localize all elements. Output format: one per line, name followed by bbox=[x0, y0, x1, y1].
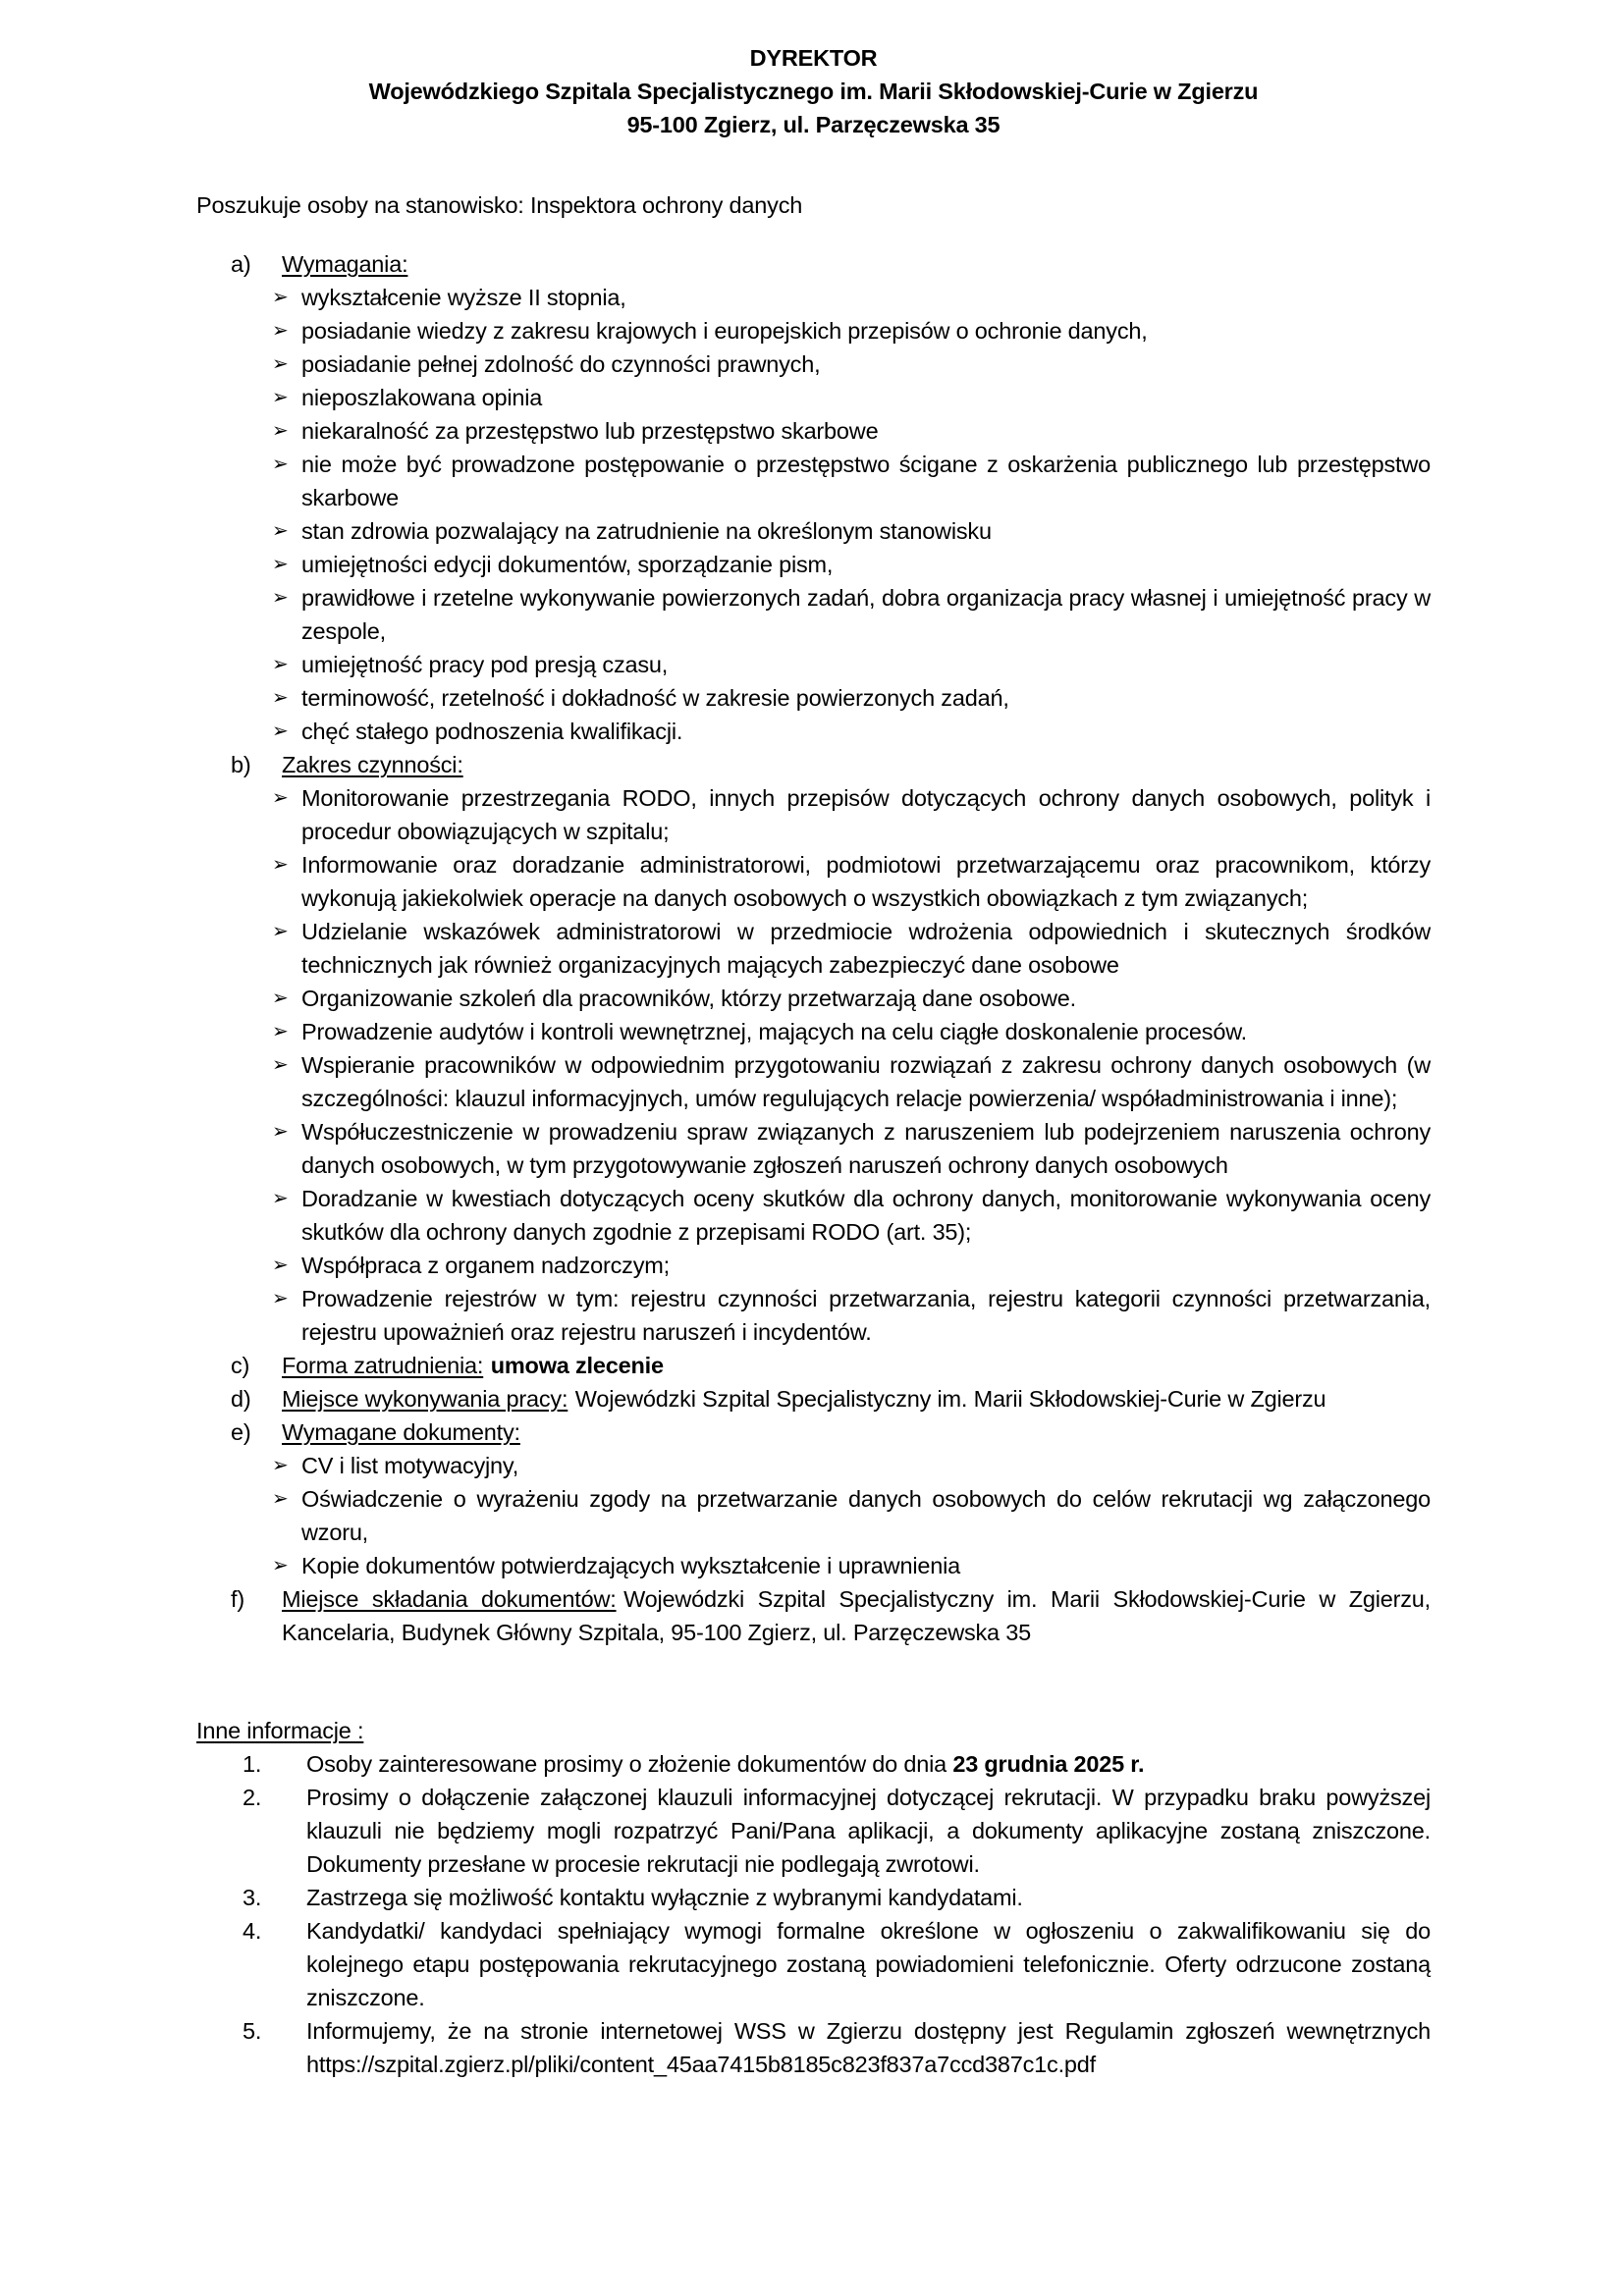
arrow-bullet-icon: ➢ bbox=[272, 320, 289, 342]
requirement-text: umiejętność pracy pod presją czasu, bbox=[301, 652, 669, 677]
requirement-text: stan zdrowia pozwalający na zatrudnienie na określonym stanowisku bbox=[301, 518, 992, 544]
section-a-heading-row bbox=[196, 247, 1431, 281]
submission-place-value: Wojewódzki Szpital Specjalistyczny im. Marii Skłodowskiej-Curie w Zgierzu, Kancelaria, Budynek Główny Szpitala, 95-100 Zgierz, ul. Parzęczewska 35 bbox=[282, 1586, 1431, 1645]
section-f-row bbox=[196, 1582, 1431, 1649]
section-f-heading: Miejsce składania dokumentów: bbox=[282, 1586, 617, 1612]
info-item-number: 2. bbox=[243, 1785, 262, 1810]
arrow-bullet-icon: ➢ bbox=[272, 787, 289, 809]
info-item-number: 3. bbox=[243, 1885, 262, 1910]
arrow-bullet-icon: ➢ bbox=[272, 420, 289, 442]
document-text: Kopie dokumentów potwierdzających wykształcenie i uprawnienia bbox=[301, 1553, 960, 1578]
section-c-marker: c) bbox=[231, 1353, 250, 1378]
info-item-text: Zastrzega się możliwość kontaktu wyłącznie z wybranymi kandydatami. bbox=[306, 1885, 1023, 1910]
document-item bbox=[196, 1482, 1431, 1549]
arrow-bullet-icon: ➢ bbox=[272, 287, 289, 308]
requirement-text: posiadanie wiedzy z zakresu krajowych i europejskich przepisów o ochronie danych, bbox=[301, 318, 1148, 344]
duty-text: Współpraca z organem nadzorczym; bbox=[301, 1253, 670, 1278]
requirement-text: wykształcenie wyższe II stopnia, bbox=[301, 285, 626, 310]
duty-text: Monitorowanie przestrzegania RODO, innych przepisów dotyczących ochrony danych osobowych, polityk i procedur obowiązujących w szpitalu; bbox=[301, 785, 1431, 844]
workplace-value: Wojewódzki Szpital Specjalistyczny im. Marii Skłodowskiej-Curie w Zgierzu bbox=[574, 1386, 1326, 1412]
arrow-bullet-icon: ➢ bbox=[272, 454, 289, 475]
arrow-bullet-icon: ➢ bbox=[272, 854, 289, 876]
duty-item bbox=[196, 915, 1431, 982]
requirement-item bbox=[196, 448, 1431, 514]
arrow-bullet-icon: ➢ bbox=[272, 1555, 289, 1576]
info-item bbox=[196, 1781, 1431, 1881]
arrow-bullet-icon: ➢ bbox=[272, 721, 289, 742]
header-address: 95-100 Zgierz, ul. Parzęczewska 35 bbox=[626, 112, 1001, 137]
duty-item bbox=[196, 1048, 1431, 1115]
duty-text: Informowanie oraz doradzanie administratorowi, podmiotowi przetwarzającemu oraz pracownikom, którzy wykonują jakiekolwiek operacje na danych osobowych o wszystkich obowiązkach z tym związanych; bbox=[301, 852, 1431, 911]
duty-item bbox=[196, 982, 1431, 1015]
requirement-text: umiejętności edycji dokumentów, sporządzanie pism, bbox=[301, 552, 834, 577]
section-c-row bbox=[196, 1349, 1431, 1382]
intro-line: Poszukuje osoby na stanowisko: Inspektora ochrony danych bbox=[196, 192, 803, 218]
header-organization: Wojewódzkiego Szpitala Specjalistycznego im. Marii Skłodowskiej-Curie w Zgierzu bbox=[368, 79, 1259, 104]
info-item-text: Prosimy o dołączenie załączonej klauzuli informacyjnej dotyczącej rekrutacji. W przypadku braku powyższej klauzuli nie będziemy mogli rozpatrzyć Pani/Pana aplikacji, a dokumenty aplikacyjne zostaną zniszczone. Dokumenty przesłane w procesie rekrutacji nie podlegają zwrotowi. bbox=[306, 1785, 1431, 1877]
info-item-text bbox=[306, 1747, 1431, 1781]
arrow-bullet-icon: ➢ bbox=[272, 1455, 289, 1476]
duty-text: Udzielanie wskazówek administratorowi w przedmiocie wdrożenia odpowiednich i skutecznych środków technicznych jak również organizacyjnych mających zabezpieczyć dane osobowe bbox=[301, 919, 1431, 978]
arrow-bullet-icon: ➢ bbox=[272, 687, 289, 709]
requirement-item bbox=[196, 715, 1431, 748]
arrow-bullet-icon: ➢ bbox=[272, 1054, 289, 1076]
duty-text: Doradzanie w kwestiach dotyczących oceny skutków dla ochrony danych, monitorowanie wykonywania oceny skutków dla ochrony danych zgodnie z przepisami RODO (art. 35); bbox=[301, 1186, 1431, 1245]
duty-text: Organizowanie szkoleń dla pracowników, którzy przetwarzają dane osobowe. bbox=[301, 986, 1076, 1011]
info-item-text-prefix: Osoby zainteresowane prosimy o złożenie dokumentów do dnia bbox=[306, 1751, 953, 1777]
duty-item bbox=[196, 1115, 1431, 1182]
requirement-item bbox=[196, 514, 1431, 548]
info-item bbox=[196, 2014, 1431, 2081]
requirement-text: chęć stałego podnoszenia kwalifikacji. bbox=[301, 719, 683, 744]
info-item-number: 5. bbox=[243, 2018, 262, 2044]
info-item-number: 4. bbox=[243, 1918, 262, 1944]
info-item bbox=[196, 1881, 1431, 1914]
arrow-bullet-icon: ➢ bbox=[272, 921, 289, 942]
requirement-item bbox=[196, 347, 1431, 381]
requirement-item bbox=[196, 548, 1431, 581]
requirement-item bbox=[196, 414, 1431, 448]
document-text: Oświadczenie o wyrażeniu zgody na przetwarzanie danych osobowych do celów rekrutacji wg załączonego wzoru, bbox=[301, 1486, 1431, 1545]
info-item-text: Kandydatki/ kandydaci spełniający wymogi formalne określone w ogłoszeniu o zakwalifikowaniu się do kolejnego etapu postępowania rekrutacyjnego zostaną powiadomieni telefonicznie. Oferty odrzucone zostaną zniszczone. bbox=[306, 1918, 1431, 2010]
other-info-heading: Inne informacje : bbox=[196, 1718, 364, 1743]
requirement-item bbox=[196, 381, 1431, 414]
employment-form-value: umowa zlecenie bbox=[490, 1353, 664, 1378]
duty-text: Prowadzenie audytów i kontroli wewnętrznej, mających na celu ciągłe doskonalenie procesów. bbox=[301, 1019, 1248, 1044]
arrow-bullet-icon: ➢ bbox=[272, 554, 289, 575]
section-b-marker: b) bbox=[231, 752, 251, 777]
info-item-text: Informujemy, że na stronie internetowej WSS w Zgierzu dostępny jest Regulamin zgłoszeń wewnętrznych https://szpital.zgierz.pl/pliki/content_45aa7415b8185c823f837a7ccd387c1c.pdf bbox=[306, 2018, 1431, 2077]
arrow-bullet-icon: ➢ bbox=[272, 1488, 289, 1510]
requirement-text: posiadanie pełnej zdolność do czynności prawnych, bbox=[301, 351, 821, 377]
other-info-heading-row bbox=[196, 1714, 1431, 1747]
info-item-number: 1. bbox=[243, 1751, 262, 1777]
section-d-row bbox=[196, 1382, 1431, 1415]
duty-item bbox=[196, 1282, 1431, 1349]
duty-text: Prowadzenie rejestrów w tym: rejestru czynności przetwarzania, rejestru kategorii czynności przetwarzania, rejestru upoważnień oraz rejestru naruszeń i incydentów. bbox=[301, 1286, 1431, 1345]
duty-item bbox=[196, 1182, 1431, 1249]
section-e-heading-row bbox=[196, 1415, 1431, 1449]
arrow-bullet-icon: ➢ bbox=[272, 387, 289, 408]
arrow-bullet-icon: ➢ bbox=[272, 353, 289, 375]
section-a-marker: a) bbox=[231, 251, 251, 277]
section-a-heading: Wymagania: bbox=[282, 251, 408, 277]
arrow-bullet-icon: ➢ bbox=[272, 1255, 289, 1276]
arrow-bullet-icon: ➢ bbox=[272, 654, 289, 675]
document-header bbox=[196, 41, 1431, 141]
arrow-bullet-icon: ➢ bbox=[272, 1121, 289, 1143]
arrow-bullet-icon: ➢ bbox=[272, 520, 289, 542]
requirement-item bbox=[196, 314, 1431, 347]
duty-item bbox=[196, 1249, 1431, 1282]
requirement-item bbox=[196, 281, 1431, 314]
arrow-bullet-icon: ➢ bbox=[272, 587, 289, 609]
arrow-bullet-icon: ➢ bbox=[272, 1021, 289, 1042]
section-d-heading: Miejsce wykonywania pracy: bbox=[282, 1386, 568, 1412]
requirement-item bbox=[196, 681, 1431, 715]
arrow-bullet-icon: ➢ bbox=[272, 1188, 289, 1209]
deadline-date: 23 grudnia 2025 r. bbox=[952, 1751, 1145, 1777]
duty-item bbox=[196, 781, 1431, 848]
section-e-heading: Wymagane dokumenty: bbox=[282, 1419, 520, 1445]
requirement-text: prawidłowe i rzetelne wykonywanie powierzonych zadań, dobra organizacja pracy własnej i umiejętność pracy w zespole, bbox=[301, 585, 1431, 644]
requirement-text: nie może być prowadzone postępowanie o przestępstwo ścigane z oskarżenia publicznego lub przestępstwo skarbowe bbox=[301, 452, 1431, 510]
requirement-item bbox=[196, 648, 1431, 681]
section-c-heading: Forma zatrudnienia: bbox=[282, 1353, 484, 1378]
section-b-heading-row bbox=[196, 748, 1431, 781]
document-item bbox=[196, 1549, 1431, 1582]
document-item bbox=[196, 1449, 1431, 1482]
section-d-marker: d) bbox=[231, 1386, 251, 1412]
section-e-marker: e) bbox=[231, 1419, 251, 1445]
duty-item bbox=[196, 848, 1431, 915]
arrow-bullet-icon: ➢ bbox=[272, 988, 289, 1009]
section-b-heading: Zakres czynności: bbox=[282, 752, 463, 777]
requirement-item bbox=[196, 581, 1431, 648]
duty-text: Współuczestniczenie w prowadzeniu spraw związanych z naruszeniem lub podejrzeniem naruszenia ochrony danych osobowych, w tym przygotowywanie zgłoszeń naruszeń ochrony danych osobowych bbox=[301, 1119, 1431, 1178]
duty-item bbox=[196, 1015, 1431, 1048]
arrow-bullet-icon: ➢ bbox=[272, 1288, 289, 1309]
header-title: DYREKTOR bbox=[749, 45, 878, 71]
duty-text: Wspieranie pracowników w odpowiednim przygotowaniu rozwiązań z zakresu ochrony danych osobowych (w szczególności: klauzul informacyjnych, umów regulujących relacje powierzenia/ współadministrowania i inne); bbox=[301, 1052, 1431, 1111]
section-f-marker: f) bbox=[231, 1586, 244, 1612]
document-text: CV i list motywacyjny, bbox=[301, 1453, 519, 1478]
requirement-text: terminowość, rzetelność i dokładność w zakresie powierzonych zadań, bbox=[301, 685, 1009, 711]
requirement-text: nieposzlakowana opinia bbox=[301, 385, 543, 410]
info-item bbox=[196, 1747, 1431, 1781]
requirement-text: niekaralność za przestępstwo lub przestępstwo skarbowe bbox=[301, 418, 879, 444]
info-item bbox=[196, 1914, 1431, 2014]
